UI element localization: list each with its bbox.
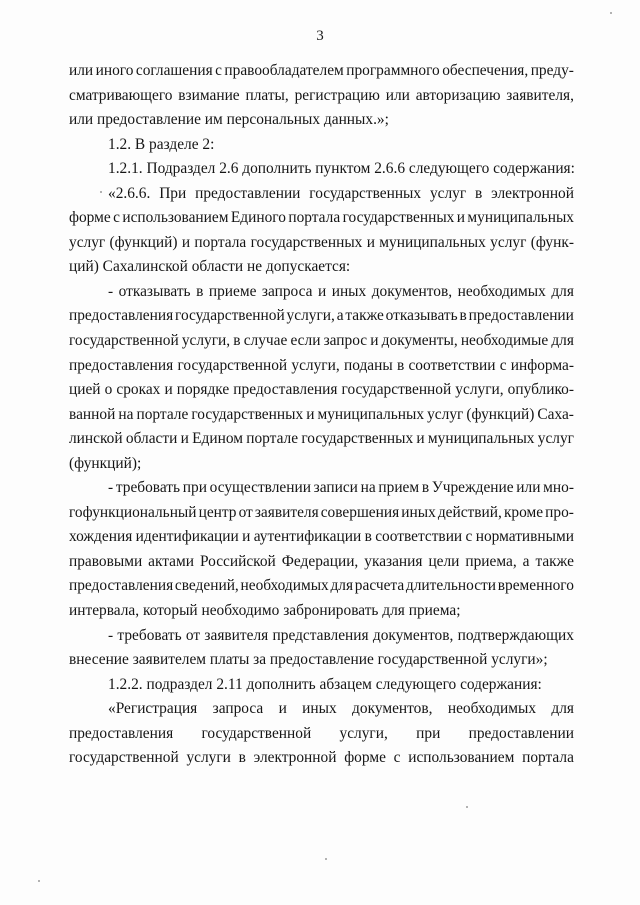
word: предоставления — [233, 381, 338, 399]
word: с — [215, 62, 222, 79]
word: электронной — [491, 184, 574, 202]
word: преду- — [530, 62, 574, 79]
word: Российской — [199, 552, 276, 570]
word: гофункциональный — [69, 503, 197, 521]
word: иных — [302, 700, 337, 718]
word: регистрацию — [294, 86, 380, 104]
word: государственных — [309, 184, 422, 202]
word: запроса — [261, 282, 313, 300]
word: и — [366, 233, 375, 251]
scan-speck — [38, 880, 40, 882]
text-line: интервала, который необходимо забронировать для приема; — [69, 602, 461, 620]
word: муниципальных — [317, 405, 425, 423]
word: «Регистрация — [108, 700, 198, 718]
text-line — [69, 697, 574, 722]
word: услуг — [69, 233, 106, 251]
word: портале — [136, 405, 189, 423]
word: на — [118, 405, 134, 423]
word: государственной — [69, 332, 179, 350]
word: подтверждающих — [457, 626, 574, 644]
text-line: (функций); — [69, 454, 142, 472]
word: услуг — [429, 184, 467, 202]
word: осуществлении — [209, 479, 311, 497]
word: или — [516, 479, 541, 497]
text-line: внесение заявителем платы за предоставление государственной услуги»; — [69, 651, 548, 669]
word: электронной — [253, 749, 337, 767]
word: иного — [95, 62, 134, 79]
word: при — [182, 479, 207, 497]
word: авторизацию — [415, 86, 501, 104]
word: мно- — [543, 479, 574, 497]
word: в — [196, 282, 204, 300]
word: временного — [497, 577, 574, 595]
word: а — [336, 307, 344, 325]
text-line — [69, 304, 574, 329]
word: услуг — [427, 405, 464, 423]
word: заявителя, — [506, 86, 574, 104]
word: документов, — [352, 700, 433, 718]
word: для — [551, 282, 574, 300]
word: хождения — [69, 528, 133, 546]
text-line — [69, 624, 574, 649]
word: муниципальных — [379, 233, 486, 251]
word: соглашения — [135, 62, 213, 79]
word: также — [535, 552, 574, 570]
page-number: 3 — [316, 28, 324, 44]
word: отказывать — [385, 307, 458, 325]
word: кроме — [503, 503, 544, 521]
word: при — [416, 724, 441, 742]
word: портала — [288, 209, 341, 227]
word: поданы — [343, 356, 393, 374]
text-line — [69, 550, 574, 575]
word: в — [364, 528, 372, 546]
text-line: ций) Сахалинской области не допускается: — [69, 258, 351, 276]
word: соответствии — [408, 356, 496, 374]
text-line — [69, 280, 574, 305]
word: портала — [194, 233, 247, 251]
word: про- — [545, 503, 574, 521]
word: иных — [401, 503, 436, 521]
word: государственной — [201, 724, 312, 742]
word: для — [551, 700, 574, 718]
word: услуги, — [455, 381, 504, 399]
word: соответствии — [375, 528, 463, 546]
word: обеспечения, — [442, 62, 529, 79]
text-line — [69, 206, 574, 231]
word: запрос — [323, 332, 368, 350]
word: услуги, — [339, 724, 388, 742]
word: прием — [378, 479, 420, 497]
text-line — [69, 329, 574, 354]
word: или — [69, 62, 94, 79]
word: и — [416, 430, 425, 448]
word: (функций) — [109, 233, 178, 251]
text-line — [69, 59, 574, 84]
word: цели — [428, 552, 460, 570]
text-line — [69, 746, 574, 771]
word: и — [164, 381, 173, 399]
word: и — [370, 332, 379, 350]
word: предоставления — [69, 307, 174, 325]
word: «2.6.6. — [108, 184, 151, 202]
word: и — [242, 528, 251, 546]
scan-speck — [100, 191, 102, 193]
scan-speck — [610, 12, 612, 14]
word: (функ- — [530, 233, 574, 251]
word: центр — [198, 503, 237, 521]
word: с — [113, 209, 120, 227]
word: услуги, — [291, 356, 340, 374]
word: портала — [522, 749, 574, 767]
text-line: 1.2.2. подраздел 2.11 дополнить абзацем следующего содержания: — [108, 675, 542, 693]
word: необходимые — [460, 332, 549, 350]
text-line — [69, 84, 574, 109]
word: нормативными — [475, 528, 574, 546]
word: предоставлении — [468, 724, 574, 742]
word: предоставления — [69, 577, 174, 595]
word: государственных — [342, 209, 455, 227]
word: муниципальных — [427, 430, 535, 448]
word: муниципальных — [467, 209, 574, 227]
word: необходимых — [240, 577, 329, 595]
word: представления — [272, 626, 369, 644]
word: платы, — [245, 86, 289, 104]
word: иных — [331, 282, 367, 300]
word: и — [180, 430, 189, 448]
text-line — [69, 354, 574, 379]
word: и — [278, 700, 287, 718]
word: расчета — [354, 577, 405, 595]
word: также — [345, 307, 384, 325]
word: взимание — [178, 86, 240, 104]
word: требовать — [117, 626, 182, 644]
word: предоставления — [69, 724, 174, 742]
word: от — [238, 503, 253, 521]
word: сматривающего — [69, 86, 173, 104]
word: запроса — [212, 700, 264, 718]
text-line — [69, 501, 574, 526]
word: если — [290, 332, 321, 350]
word: - — [108, 626, 114, 644]
word: и — [181, 233, 191, 251]
text-line — [69, 427, 574, 452]
document-body — [69, 59, 574, 771]
word: государственных — [191, 405, 304, 423]
word: государственной — [175, 307, 285, 325]
word: ванной — [69, 405, 116, 423]
word: информа- — [510, 356, 574, 374]
word: Единого — [230, 209, 286, 227]
word: форме — [344, 749, 386, 767]
text-line — [69, 378, 574, 403]
text-line — [69, 182, 574, 207]
word: - — [108, 282, 114, 300]
word: государственной — [177, 356, 288, 374]
word: в — [459, 307, 467, 325]
text-line: 1.2. В разделе 2: — [108, 135, 215, 153]
word: необходимых — [457, 282, 546, 300]
word: необходимых — [447, 700, 537, 718]
word: Федерации, — [281, 552, 359, 570]
word: идентификации — [135, 528, 239, 546]
word: сроках — [116, 381, 161, 399]
word: приеме — [208, 282, 257, 300]
word: использованием — [122, 209, 229, 227]
word: документы, — [381, 332, 458, 350]
word: заявителя — [204, 626, 269, 644]
word: предоставлении — [195, 184, 301, 202]
text-line — [69, 574, 574, 599]
scan-speck — [325, 858, 327, 860]
word: отказывать — [118, 282, 191, 300]
word: программного — [346, 62, 440, 79]
text-line — [69, 231, 574, 256]
word: заявителя — [254, 503, 319, 521]
word: для — [330, 577, 354, 595]
word: совершения — [320, 503, 400, 521]
word: использованием — [408, 749, 515, 767]
text-line — [69, 403, 574, 428]
word: и — [306, 405, 315, 423]
text-line: или предоставление им персональных данных.»; — [69, 111, 389, 129]
word: от — [185, 626, 201, 644]
word: с — [393, 749, 401, 767]
word: для — [551, 332, 574, 350]
scan-speck — [466, 806, 468, 808]
word: государственных — [301, 430, 414, 448]
word: правовыми — [69, 552, 143, 570]
text-line — [69, 525, 574, 550]
word: услуг — [537, 430, 574, 448]
word: документов, — [372, 626, 454, 644]
word: и — [456, 209, 466, 227]
word: При — [159, 184, 187, 202]
word: государственной — [69, 749, 179, 767]
word: записи — [313, 479, 358, 497]
word: в — [238, 749, 246, 767]
word: действий, — [437, 503, 502, 521]
word: - — [108, 479, 114, 497]
word: и — [317, 282, 327, 300]
word: указания — [364, 552, 423, 570]
word: услуги — [186, 749, 231, 767]
word: на — [360, 479, 376, 497]
text-line — [69, 722, 574, 747]
word: с — [465, 528, 473, 546]
word: длительности — [405, 577, 497, 595]
text-line: 1.2.1. Подраздел 2.6 дополнить пунктом 2.6.6 следующего содержания: — [108, 160, 575, 178]
word: правообладателем — [224, 62, 344, 79]
word: документов, — [371, 282, 453, 300]
text-line — [69, 476, 574, 501]
word: требовать — [115, 479, 181, 497]
word: Едином — [192, 430, 243, 448]
word: государственных — [250, 233, 363, 251]
word: аутентификации — [253, 528, 362, 546]
word: в — [475, 184, 483, 202]
word: или — [385, 86, 410, 104]
word: области — [125, 430, 178, 448]
word: услуги, — [286, 307, 335, 325]
word: линской — [69, 430, 123, 448]
word: о — [104, 381, 113, 399]
word: актами — [148, 552, 194, 570]
word: предоставлении — [468, 307, 574, 325]
word: в — [421, 479, 430, 497]
word: цией — [69, 381, 101, 399]
word: в — [233, 332, 241, 350]
word: с — [499, 356, 507, 374]
word: Учреждение — [431, 479, 514, 497]
word: (функций) — [466, 405, 535, 423]
word: а — [522, 552, 530, 570]
word: опублико- — [507, 381, 574, 399]
word: форме — [69, 209, 111, 227]
word: услуги, — [181, 332, 231, 350]
word: услуг — [490, 233, 527, 251]
word: сведений, — [174, 577, 239, 595]
word: случае — [243, 332, 288, 350]
word: приема, — [465, 552, 517, 570]
word: портале — [246, 430, 299, 448]
word: Саха- — [537, 405, 574, 423]
word: порядке — [176, 381, 230, 399]
word: государственной — [341, 381, 452, 399]
word: в — [396, 356, 405, 374]
word: предоставления — [69, 356, 174, 374]
